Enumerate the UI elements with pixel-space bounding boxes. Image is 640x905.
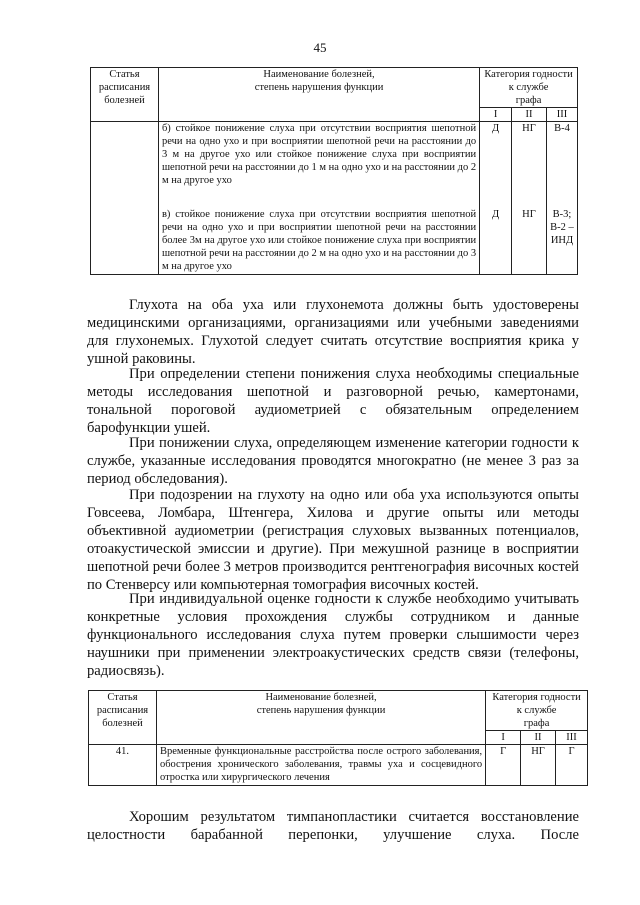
header-col-2: II: [512, 108, 547, 122]
table-row: [89, 745, 588, 786]
paragraph-tympanoplasty: Хорошим результатом тимпанопластики считается восстановление целостности барабанной перепонки, улучшение слуха. После: [87, 809, 579, 843]
row-grade-2: НГ: [512, 208, 547, 275]
row-text: Временные функциональные расстройства после острого заболевания, обострения хронического заболевания, травмы уха и сосцевидного отростка или хирургического лечения: [156, 745, 485, 786]
paragraph-deafness-suspicion: При подозрении на глухоту на одно или оба уха используются опыты Говсеева, Ломбара, Штенгера, Хилова и другие опыты или методы объективной аудиометрии (регистрация слуховых вызванных потенциалов, отоакустической эмиссии и другие). При межушной разнице в восприятии шепотной речи более 3 метров производится рентгенография височных костей по Стенверсу или компьютерная томография височных костей.: [87, 487, 579, 593]
row-grade-2: НГ: [512, 122, 547, 209]
header-category: Категория годности к службе: [486, 691, 588, 718]
header-article: Статья расписания болезней: [91, 68, 159, 122]
header-col-2: II: [521, 731, 556, 745]
row-grade-1: Г: [486, 745, 521, 786]
table-row: [91, 208, 578, 275]
header-disease-name: [156, 691, 485, 745]
header-name-line2: степень нарушения функции: [256, 705, 386, 716]
header-disease-name: [158, 68, 479, 122]
row-text: б) стойкое понижение слуха при отсутствии восприятия шепотной речи на одно ухо и при восприятии шепотной речи на расстоянии до 3 м на другое ухо или стойкое понижение слуха при восприятии шепотной речи на расстоянии до 1 м на одно ухо и на расстоянии до 2 м на другое ухо: [158, 122, 479, 209]
paragraph-individual-assessment: При индивидуальной оценке годности к службе необходимо учитывать конкретные условия прохождения службы сотрудником и данные функционального исследования слуха путем проверки слышимости через наушники при применении электроакустических средств связи (телефоны, радиосвязь).: [87, 591, 579, 679]
row-grade-1: Д: [480, 208, 512, 275]
disease-table-1: [90, 67, 578, 275]
header-name-line1: Наименование болезней,: [265, 692, 377, 703]
table-row: [91, 122, 578, 209]
header-name-line2: степень нарушения функции: [254, 82, 384, 93]
row-text: в) стойкое понижение слуха при отсутствии восприятия шепотной речи на одно ухо и при восприятии шепотной речи на расстоянии более 3м на другое ухо или стойкое понижение слуха при восприятии шепотной речи на расстоянии до 2 м на одно ухо и на расстоянии до 3 м на другое ухо: [158, 208, 479, 275]
header-col-3: III: [556, 731, 588, 745]
paragraph-repeated-studies: При понижении слуха, определяющем изменение категории годности к службе, указанные исследования проводятся многократно (не менее 3 раз за период обследования).: [87, 435, 579, 487]
header-article: Статья расписания болезней: [89, 691, 157, 745]
article-cell-empty: [91, 122, 159, 275]
row-article: 41.: [89, 745, 157, 786]
header-category: Категория годности к службе: [480, 68, 578, 95]
paragraph-hearing-methods: При определении степени понижения слуха необходимы специальные методы исследования шепотной и разговорной речью, камертонами, тональной пороговой аудиометрией с обязательным определением барофункции ушей.: [87, 366, 579, 436]
row-grade-2: НГ: [521, 745, 556, 786]
header-col-1: I: [486, 731, 521, 745]
row-grade-3: В-3; В-2 – ИНД: [546, 208, 577, 275]
header-grafa: графа: [486, 717, 588, 731]
paragraph-deafness-certification: Глухота на оба уха или глухонемота должны быть удостоверены медицинскими организациями, организациями или учебными заведениями для глухонемых. Глухотой следует считать отсутствие восприятия крика у ушной раковины.: [87, 297, 579, 367]
header-col-1: I: [480, 108, 512, 122]
header-name-line1: Наименование болезней,: [263, 69, 375, 80]
page-number: 45: [313, 40, 327, 55]
disease-table-2: [88, 690, 588, 786]
row-grade-1: Д: [480, 122, 512, 209]
header-grafa: графа: [480, 94, 578, 108]
header-col-3: III: [546, 108, 577, 122]
row-grade-3: В-4: [546, 122, 577, 209]
row-grade-3: Г: [556, 745, 588, 786]
